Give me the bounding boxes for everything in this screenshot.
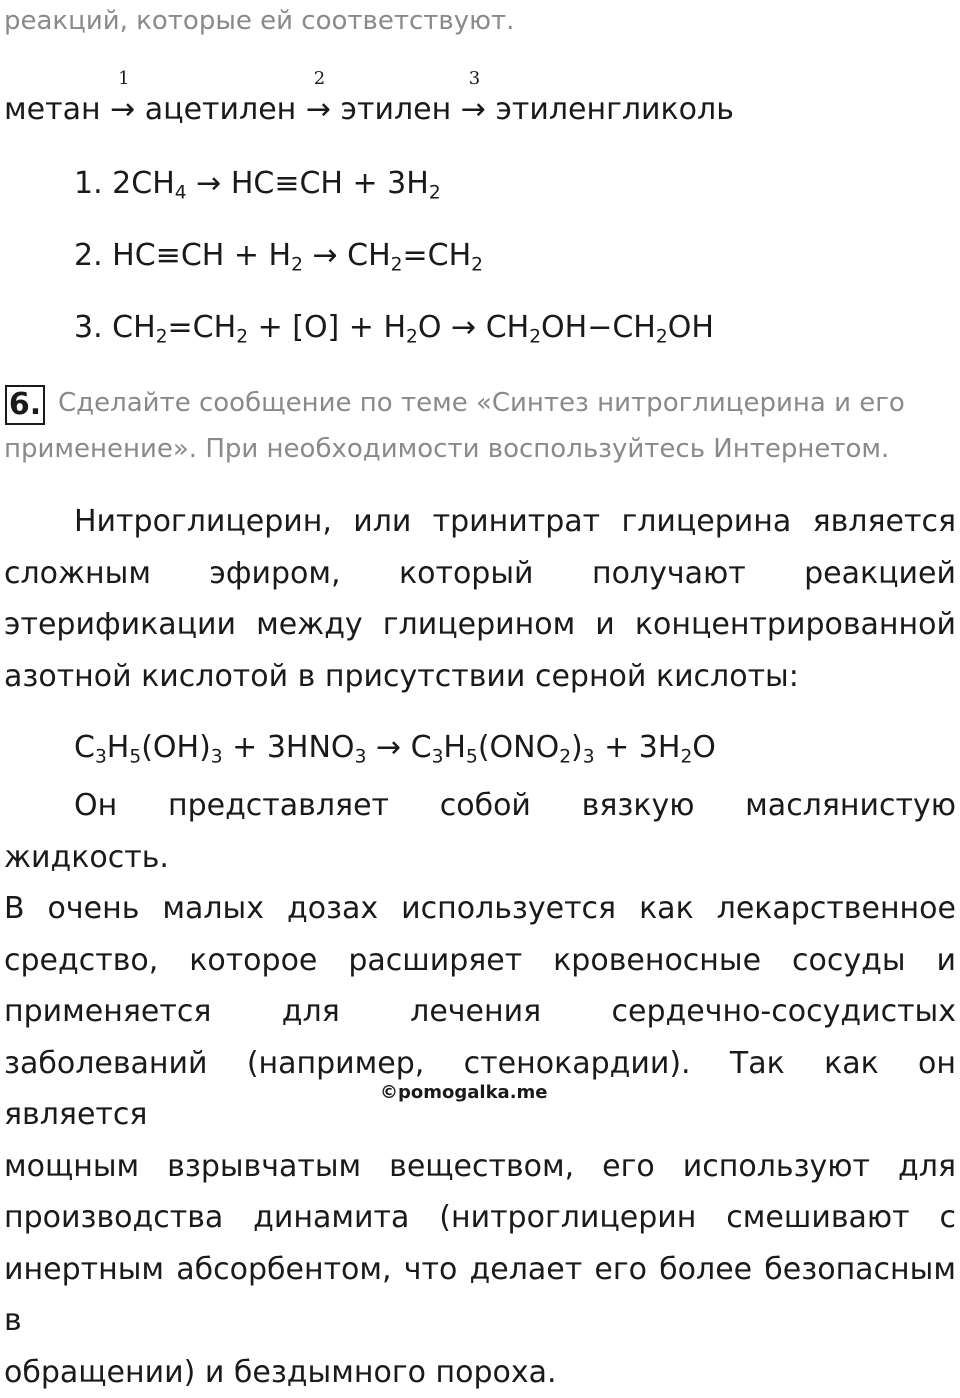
formula-part: 2CH	[112, 166, 175, 201]
formula-part: HC≡CH + H	[112, 238, 291, 273]
subscript: 3	[583, 747, 595, 768]
task-line-2: применение». При необходимости воспользуйтесь Интернетом.	[4, 434, 889, 464]
subscript: 4	[175, 183, 187, 204]
formula-part: H	[107, 730, 130, 765]
text-line: средство, которое расширяет кровеносные сосуды и	[4, 935, 956, 987]
reaction-label: 2.	[74, 238, 103, 273]
arrow-icon: →	[461, 92, 486, 127]
subscript: 2	[680, 747, 692, 768]
subscript: 2	[406, 327, 418, 348]
subscript: 5	[466, 747, 478, 768]
formula-part: → C	[366, 730, 431, 765]
subscript: 2	[236, 327, 248, 348]
chain-step-3	[461, 92, 486, 127]
paragraph-1	[4, 496, 956, 702]
reaction-label: 1.	[74, 166, 103, 201]
subscript: 2	[559, 747, 571, 768]
intro-line: реакций, которые ей соответствуют.	[4, 6, 514, 36]
chain-item-ethylene-glycol: этиленгликоль	[495, 92, 733, 127]
subscript: 2	[529, 327, 541, 348]
subscript: 2	[471, 255, 483, 276]
chain-step-2	[306, 92, 331, 127]
step-number: 1	[118, 68, 129, 89]
main-reaction	[74, 730, 716, 765]
step-number: 2	[314, 68, 325, 89]
task-number-badge: 6.	[5, 385, 45, 425]
subscript: 2	[429, 183, 441, 204]
subscript: 2	[291, 255, 303, 276]
subscript: 3	[211, 747, 223, 768]
formula-part: OH	[668, 310, 714, 345]
text-line: азотной кислотой в присутствии серной кислоты:	[4, 651, 956, 703]
formula-part: + [O] + H	[248, 310, 406, 345]
formula-part: O	[692, 730, 716, 765]
formula-part: =CH	[403, 238, 472, 273]
arrow-icon: →	[306, 92, 331, 127]
formula-part: H	[443, 730, 466, 765]
formula-part: CH	[112, 310, 156, 345]
formula-part: (OH)	[141, 730, 211, 765]
reaction-chain	[4, 92, 734, 127]
reaction-label: 3.	[74, 310, 103, 345]
subscript: 2	[156, 327, 168, 348]
formula-part: (ONO	[478, 730, 559, 765]
formula-part: O → CH	[418, 310, 529, 345]
text-line: производства динамита (нитроглицерин смешивают с	[4, 1192, 956, 1244]
formula-part: OH−CH	[541, 310, 656, 345]
task-line-1: Сделайте сообщение по теме «Синтез нитроглицерина и его	[58, 388, 905, 418]
formula-part: + 3HNO	[223, 730, 355, 765]
chain-step-1	[110, 92, 135, 127]
formula-part: + 3H	[595, 730, 681, 765]
subscript: 5	[129, 747, 141, 768]
arrow-icon: →	[110, 92, 135, 127]
text-line: мощным взрывчатым веществом, его используют для	[4, 1141, 956, 1193]
chain-item-methane: метан	[4, 92, 101, 127]
formula-part: C	[74, 730, 95, 765]
text-line: заболеваний (например, стенокардии). Так как он является	[4, 1038, 956, 1141]
subscript: 2	[391, 255, 403, 276]
watermark: ©pomogalka.me	[380, 1082, 548, 1103]
text-line: Он представляет собой вязкую маслянистую жидкость.	[4, 780, 956, 883]
formula-part: → HC≡CH + 3H	[187, 166, 429, 201]
formula-part: =CH	[168, 310, 237, 345]
reaction-3	[74, 310, 714, 345]
chain-item-acetylene: ацетилен	[145, 92, 296, 127]
text-line: Нитроглицерин, или тринитрат глицерина является	[4, 496, 956, 548]
subscript: 2	[656, 327, 668, 348]
subscript: 3	[95, 747, 107, 768]
reaction-1	[74, 166, 441, 201]
reaction-2	[74, 238, 483, 273]
formula-part: → CH	[303, 238, 391, 273]
chain-item-ethylene: этилен	[341, 92, 452, 127]
text-line: инертным абсорбентом, что делает его более безопасным в	[4, 1244, 956, 1347]
text-line: этерификации между глицерином и концентрированной	[4, 599, 956, 651]
text-line: применяется для лечения сердечно-сосудистых	[4, 986, 956, 1038]
formula-part: )	[571, 730, 583, 765]
text-line: сложным эфиром, который получают реакцией	[4, 548, 956, 600]
step-number: 3	[469, 68, 480, 89]
text-line: В очень малых дозах используется как лекарственное	[4, 883, 956, 935]
subscript: 3	[355, 747, 367, 768]
text-line: обращении) и бездымного пороха.	[4, 1347, 956, 1398]
subscript: 3	[432, 747, 444, 768]
